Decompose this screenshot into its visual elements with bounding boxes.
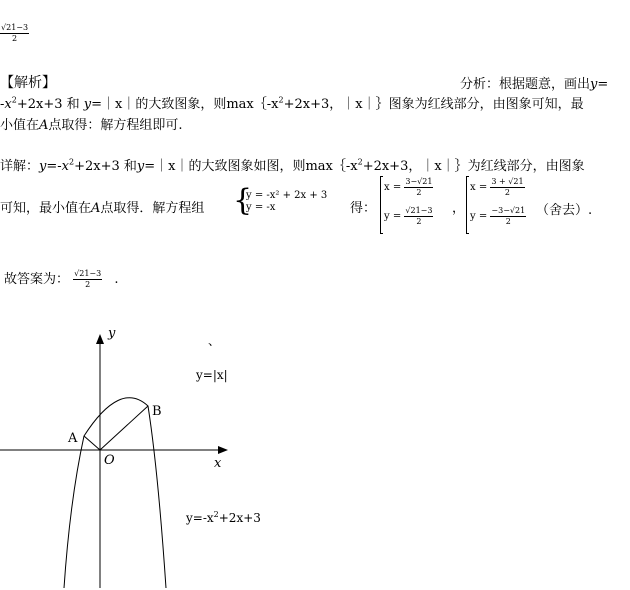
analysis-line-2: [0, 93, 584, 112]
system-3-y-den: 2: [505, 217, 511, 226]
analysis-text-d: 小值在: [0, 118, 40, 133]
parabola-function-label: [186, 510, 261, 525]
detail-text-d: 可知，最小值在: [0, 201, 92, 216]
analysis-text-c: +2x+3，｜x｜｝图象为红线部分，由图象可知，最: [283, 97, 584, 112]
analysis-label: 【解析】: [0, 75, 56, 91]
function-graph: [0, 320, 300, 590]
system-3-x: [470, 178, 525, 197]
origin-label: O: [104, 453, 115, 468]
analysis-intro: [460, 73, 608, 92]
detail-text-a: +2x+3 和: [74, 159, 137, 174]
system-3-y: [470, 207, 526, 226]
x-axis-label: x: [214, 456, 222, 471]
detail-text-b: ｜x｜的大致图象如图，则max｛-x: [155, 159, 358, 174]
detail-line-1: [0, 155, 585, 174]
system-3-x-den: 2: [504, 188, 511, 197]
detail-sup-2b: 2: [357, 157, 363, 167]
tick-mark: 、: [208, 334, 221, 348]
analysis-text-e: 点取得：解方程组即可.: [48, 118, 183, 133]
answer-end: .: [114, 272, 119, 287]
analysis-point-a: A: [39, 118, 49, 133]
system-2-y-num: √21−3: [405, 206, 433, 215]
analysis-intro-text: 分析：根据题意，画出: [460, 77, 591, 92]
analysis-line-3: [0, 114, 183, 133]
abs-function-label: y=|x|: [196, 368, 228, 382]
system-2-x: [384, 178, 433, 197]
parabola-curve: [64, 398, 166, 588]
analysis-sup-2: 2: [11, 95, 17, 105]
top-answer-denominator: 2: [11, 34, 18, 43]
analysis-neg-x: -x: [0, 97, 12, 112]
y-axis-arrow-icon: [96, 334, 104, 344]
system-2-brace: [380, 176, 383, 234]
x-axis-arrow-icon: [218, 446, 228, 454]
detail-y-eq: y=-x: [39, 159, 69, 174]
system-2-x-num: 3−√21: [405, 177, 433, 186]
point-a-label: A: [68, 431, 78, 446]
analysis-text-b: ｜x｜的大致图象，则: [102, 97, 227, 112]
detail-sup-2: 2: [68, 157, 75, 167]
analysis-y-eq: y=: [590, 77, 609, 92]
system-1-brace: {: [233, 183, 253, 218]
abs-line-left: [84, 436, 100, 450]
analysis-text-a: +2x+3 和: [16, 97, 80, 112]
detail-de: 得：: [350, 201, 377, 216]
parabola-label-a: y=-x: [186, 511, 214, 525]
detail-discard: （舍去）.: [536, 203, 593, 218]
system-3-brace: [466, 176, 469, 234]
system-3-y-label: y =: [470, 211, 488, 222]
system-2-x-den: 2: [416, 188, 422, 197]
system-1: [246, 190, 327, 214]
detail-text-c: +2x+3，｜x｜｝为红线部分，由图象: [362, 159, 585, 174]
system-3-x-label: x =: [470, 182, 488, 193]
parabola-label-sup: 2: [213, 510, 219, 519]
answer-den: 2: [85, 280, 91, 289]
y-axis-label: y: [108, 326, 116, 341]
top-answer-numerator: √21−3: [1, 23, 29, 32]
system-3-y-num: −3−√21: [491, 206, 526, 215]
system-2-y-den: 2: [416, 217, 422, 226]
analysis-sup-2b: 2: [278, 95, 284, 105]
abs-line-right: [100, 406, 148, 450]
system-2-y-label: y =: [384, 211, 402, 222]
point-b-label: B: [152, 404, 162, 419]
answer-num: √21−3: [74, 269, 102, 278]
analysis-y-eq-2: y=: [83, 97, 103, 112]
detail-line-2: [0, 197, 204, 216]
detail-y-eq-2: y=: [136, 159, 156, 174]
system-2-x-label: x =: [384, 182, 402, 193]
answer-label: 故答案为：: [4, 272, 70, 287]
answer-line: [4, 268, 119, 289]
detail-point-a: A: [91, 201, 101, 216]
system-2-y: [384, 207, 433, 226]
system-1-row-2: y = -x: [246, 202, 276, 213]
detail-comma: ，: [452, 201, 466, 216]
detail-label: 详解：: [0, 159, 40, 174]
detail-text-e: 点取得．解方程组: [100, 201, 205, 216]
analysis-max: max｛-x: [226, 97, 279, 112]
parabola-label-c: +2x+3: [218, 511, 261, 525]
system-3-x-num: 3 + √21: [491, 177, 524, 186]
top-answer-fraction: [0, 24, 29, 43]
system-1-row-1: y = -x² + 2x + 3: [246, 190, 328, 201]
